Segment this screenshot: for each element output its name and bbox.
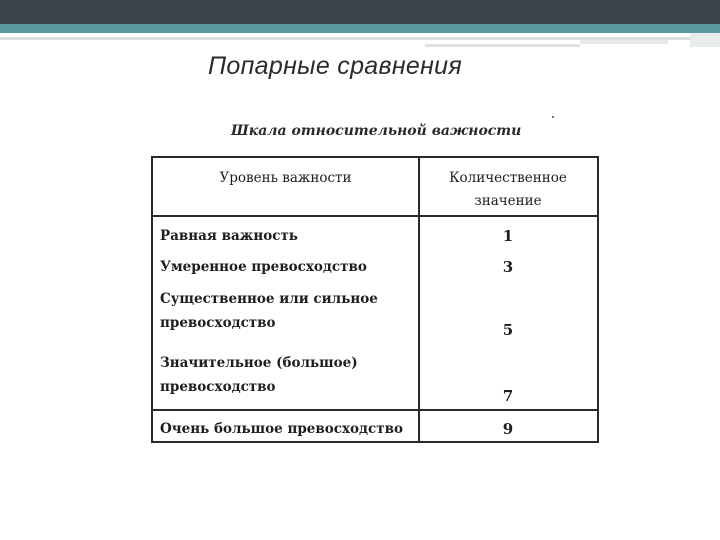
row-1-level: Равная важность xyxy=(160,228,298,244)
header-row-divider xyxy=(153,215,597,217)
row-4-level-line1: Значительное (большое) xyxy=(160,355,358,371)
row-3-value: 5 xyxy=(502,321,514,339)
header-level: Уровень важности xyxy=(219,170,352,186)
row-1-value: 1 xyxy=(502,227,514,245)
header-value-line1: Количественное xyxy=(449,170,567,186)
row-3-level-line2: превосходство xyxy=(160,315,276,331)
row-5-level: Очень большое превосходство xyxy=(160,421,403,437)
scan-speck xyxy=(552,116,554,118)
importance-scale-table xyxy=(151,156,599,443)
row-2-level: Умеренное превосходство xyxy=(160,259,367,275)
table-caption: Шкала относительной важности xyxy=(231,123,522,139)
decorative-line xyxy=(580,40,668,44)
slide-title: Попарные сравнения xyxy=(208,52,463,80)
row-4-value: 7 xyxy=(502,387,514,405)
header-value-line2: значение xyxy=(474,193,542,209)
row-5-value: 9 xyxy=(502,420,514,438)
row-2-value: 3 xyxy=(502,258,514,276)
last-row-divider xyxy=(153,409,597,411)
decorative-line xyxy=(425,44,580,47)
row-4-level-line2: превосходство xyxy=(160,379,276,395)
teal-accent-band xyxy=(0,24,720,33)
top-dark-bar xyxy=(0,0,720,24)
decorative-corner-block xyxy=(690,33,720,47)
row-3-level-line1: Существенное или сильное xyxy=(160,291,378,307)
